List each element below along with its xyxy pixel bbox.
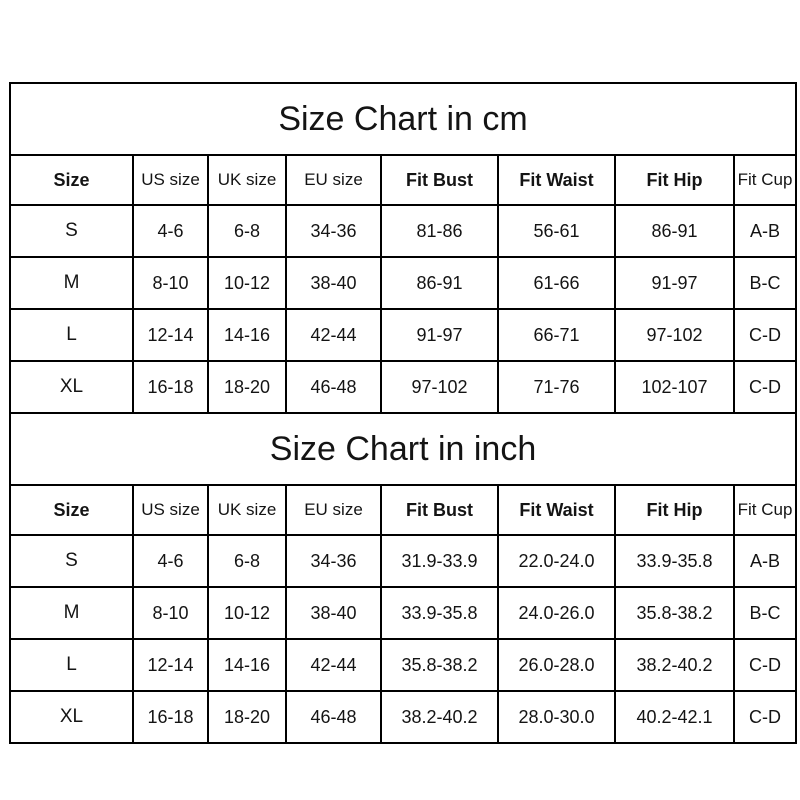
data-cell: B-C: [734, 587, 796, 639]
data-cell: 86-91: [615, 205, 734, 257]
column-header-fit-cup: Fit Cup: [734, 155, 796, 205]
data-cell: 6-8: [208, 535, 286, 587]
data-cell: A-B: [734, 205, 796, 257]
data-cell: 97-102: [381, 361, 498, 413]
title-row-cm: [10, 83, 796, 155]
data-cell: 42-44: [286, 309, 381, 361]
size-cell: S: [10, 205, 133, 257]
data-cell: 6-8: [208, 205, 286, 257]
column-header-eu-size: EU size: [286, 155, 381, 205]
data-cell: 10-12: [208, 587, 286, 639]
header-row-inch: [10, 485, 796, 535]
size-cell: XL: [10, 691, 133, 743]
table-title-cm: Size Chart in cm: [10, 83, 796, 155]
data-cell: 18-20: [208, 361, 286, 413]
data-cell: 18-20: [208, 691, 286, 743]
header-row-cm: [10, 155, 796, 205]
data-cell: 40.2-42.1: [615, 691, 734, 743]
data-cell: C-D: [734, 691, 796, 743]
data-cell: 28.0-30.0: [498, 691, 615, 743]
data-cell: 16-18: [133, 361, 208, 413]
column-header-fit-hip: Fit Hip: [615, 155, 734, 205]
column-header-fit-cup: Fit Cup: [734, 485, 796, 535]
data-cell: 91-97: [615, 257, 734, 309]
table-row-cm-m: [10, 257, 796, 309]
data-cell: 56-61: [498, 205, 615, 257]
data-cell: 22.0-24.0: [498, 535, 615, 587]
data-cell: 35.8-38.2: [381, 639, 498, 691]
table-row-cm-s: [10, 205, 796, 257]
data-cell: C-D: [734, 361, 796, 413]
data-cell: 8-10: [133, 257, 208, 309]
data-cell: 14-16: [208, 309, 286, 361]
data-cell: C-D: [734, 639, 796, 691]
data-cell: 35.8-38.2: [615, 587, 734, 639]
data-cell: 61-66: [498, 257, 615, 309]
table-row-inch-m: [10, 587, 796, 639]
data-cell: 81-86: [381, 205, 498, 257]
data-cell: 86-91: [381, 257, 498, 309]
size-cell: M: [10, 587, 133, 639]
table-row-inch-xl: [10, 691, 796, 743]
data-cell: 42-44: [286, 639, 381, 691]
column-header-fit-waist: Fit Waist: [498, 485, 615, 535]
size-cell: XL: [10, 361, 133, 413]
data-cell: 97-102: [615, 309, 734, 361]
column-header-eu-size: EU size: [286, 485, 381, 535]
data-cell: 14-16: [208, 639, 286, 691]
data-cell: 66-71: [498, 309, 615, 361]
data-cell: 33.9-35.8: [381, 587, 498, 639]
data-cell: 38.2-40.2: [615, 639, 734, 691]
title-row-inch: [10, 413, 796, 485]
data-cell: 46-48: [286, 691, 381, 743]
data-cell: 12-14: [133, 639, 208, 691]
data-cell: 12-14: [133, 309, 208, 361]
data-cell: 31.9-33.9: [381, 535, 498, 587]
data-cell: 46-48: [286, 361, 381, 413]
data-cell: 10-12: [208, 257, 286, 309]
data-cell: 91-97: [381, 309, 498, 361]
column-header-fit-waist: Fit Waist: [498, 155, 615, 205]
data-cell: 16-18: [133, 691, 208, 743]
data-cell: 38-40: [286, 257, 381, 309]
size-cell: L: [10, 639, 133, 691]
size-chart-container: [9, 82, 797, 744]
table-row-inch-s: [10, 535, 796, 587]
data-cell: 38.2-40.2: [381, 691, 498, 743]
table-row-inch-l: [10, 639, 796, 691]
data-cell: 102-107: [615, 361, 734, 413]
data-cell: C-D: [734, 309, 796, 361]
column-header-fit-bust: Fit Bust: [381, 485, 498, 535]
data-cell: 4-6: [133, 535, 208, 587]
column-header-us-size: US size: [133, 155, 208, 205]
size-cell: L: [10, 309, 133, 361]
table-row-cm-xl: [10, 361, 796, 413]
data-cell: 4-6: [133, 205, 208, 257]
column-header-fit-hip: Fit Hip: [615, 485, 734, 535]
data-cell: 34-36: [286, 535, 381, 587]
column-header-fit-bust: Fit Bust: [381, 155, 498, 205]
table-row-cm-l: [10, 309, 796, 361]
column-header-uk-size: UK size: [208, 485, 286, 535]
size-chart-table: [9, 82, 797, 744]
data-cell: 34-36: [286, 205, 381, 257]
data-cell: 8-10: [133, 587, 208, 639]
data-cell: 26.0-28.0: [498, 639, 615, 691]
data-cell: 38-40: [286, 587, 381, 639]
column-header-uk-size: UK size: [208, 155, 286, 205]
size-cell: S: [10, 535, 133, 587]
column-header-us-size: US size: [133, 485, 208, 535]
data-cell: B-C: [734, 257, 796, 309]
table-title-inch: Size Chart in inch: [10, 413, 796, 485]
data-cell: 33.9-35.8: [615, 535, 734, 587]
column-header-size: Size: [10, 155, 133, 205]
size-cell: M: [10, 257, 133, 309]
column-header-size: Size: [10, 485, 133, 535]
data-cell: A-B: [734, 535, 796, 587]
data-cell: 24.0-26.0: [498, 587, 615, 639]
data-cell: 71-76: [498, 361, 615, 413]
